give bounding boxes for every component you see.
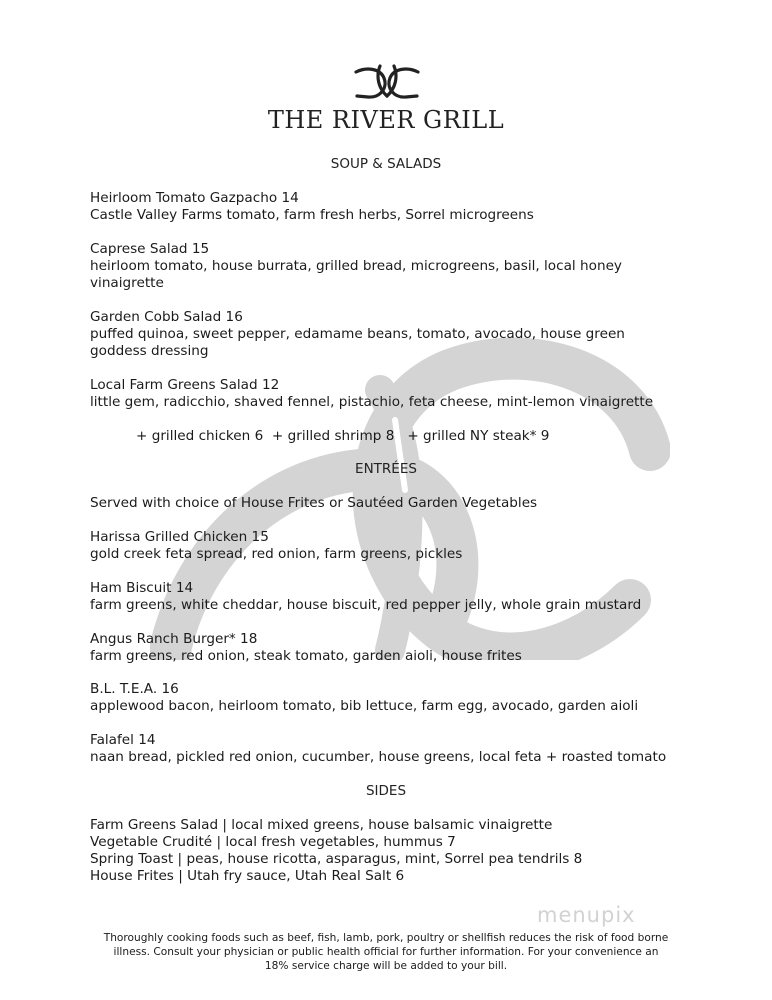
menu-item-name-falafel: Falafel 14 [90,732,156,748]
menu-item-desc-harissa-chicken: gold creek feta spread, red onion, farm greens, pickles [90,546,463,562]
section-title-entrees: ENTRÉES [355,461,417,477]
footer-line: Thoroughly cooking foods such as beef, fish, lamb, pork, poultry or shellfish reduces the risk of food borne [103,932,669,944]
menu-item-name-harissa-chicken: Harissa Grilled Chicken 15 [90,529,269,545]
menu-item-desc-cobb: puffed quinoa, sweet pepper, edamame beans, tomato, avocado, house green [90,326,625,342]
side-item: Vegetable Crudité | local fresh vegetables, hummus 7 [90,834,456,850]
menu-item-name-angus-burger: Angus Ranch Burger* 18 [90,631,258,647]
menu-item-name-gazpacho: Heirloom Tomato Gazpacho 14 [90,190,299,206]
menupix-watermark: menupix [537,903,636,927]
menu-item-desc-farm-greens: little gem, radicchio, shaved fennel, pistachio, feta cheese, mint-lemon vinaigrette [90,394,654,410]
menu-item-name-farm-greens: Local Farm Greens Salad 12 [90,377,280,393]
menu-item-name-ham-biscuit: Ham Biscuit 14 [90,580,194,596]
side-item: Spring Toast | peas, house ricotta, asparagus, mint, Sorrel pea tendrils 8 [90,851,583,867]
menu-item-desc-caprese: heirloom tomato, house burrata, grilled bread, microgreens, basil, local honey [90,258,622,274]
section-title-sides: SIDES [365,783,407,799]
menu-item-desc-falafel: naan bread, pickled red onion, cucumber, house greens, local feta + roasted tomato [90,749,667,765]
menu-item-desc-cobb-cont: goddess dressing [90,343,209,359]
menu-item-desc-angus-burger: farm greens, red onion, steak tomato, garden aioli, house frites [90,648,522,664]
menu-item-name-blt: B.L. T.E.A. 16 [90,681,179,697]
entrees-note: Served with choice of House Frites or Sautéed Garden Vegetables [90,495,538,511]
menu-item-desc-caprese-cont: vinaigrette [90,275,164,291]
footer-line: 18% service charge will be added to your bill. [264,960,508,972]
section-title-soup-salads: SOUP & SALADS [330,156,442,172]
menu-item-desc-gazpacho: Castle Valley Farms tomato, farm fresh herbs, Sorrel microgreens [90,207,534,223]
menu-item-name-caprese: Caprese Salad 15 [90,241,210,257]
menu-item-desc-ham-biscuit: farm greens, white cheddar, house biscuit, red pepper jelly, whole grain mustard [90,597,642,613]
side-item: House Frites | Utah fry sauce, Utah Real Salt 6 [90,868,405,884]
salad-addons: + grilled chicken 6 + grilled shrimp 8 + grilled NY steak* 9 [136,428,550,444]
menu-item-desc-blt: applewood bacon, heirloom tomato, bib lettuce, farm egg, avocado, garden aioli [90,698,639,714]
footer-line: illness. Consult your physician or public health official for further information. For your convenience an [113,946,659,958]
side-item: Farm Greens Salad | local mixed greens, house balsamic vinaigrette [90,817,553,833]
footer-disclaimer [80,931,692,973]
double-horseshoe-logo-icon [354,64,420,100]
restaurant-name: THE RIVER GRILL [267,106,505,134]
menu-item-name-cobb: Garden Cobb Salad 16 [90,309,243,325]
